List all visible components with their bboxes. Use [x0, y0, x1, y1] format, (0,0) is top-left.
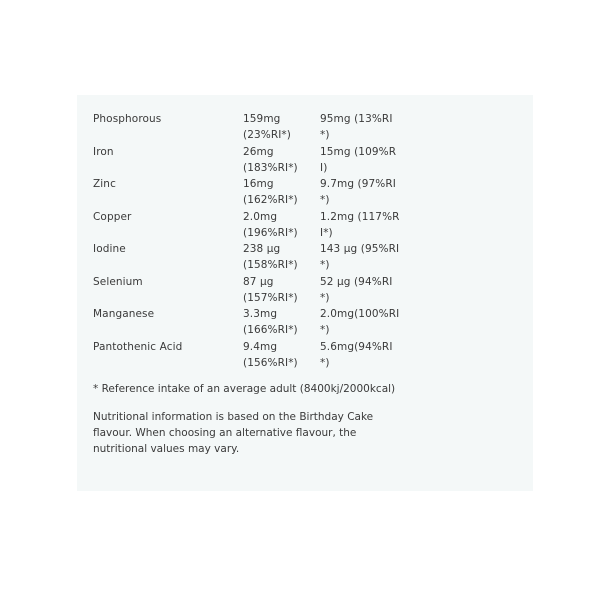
- nutrient-row: [93, 111, 513, 144]
- nutritional-info-note: Nutritional information is based on the Birthday Cake flavour. When choosing an alternative flavour, the nutritional values may vary.: [93, 411, 374, 455]
- nutrient-per-100g: 1.2mg (117%RI*): [320, 210, 400, 239]
- nutrient-per-100g: 2.0mg(100%RI*): [320, 308, 400, 336]
- nutrient-name: Phosphorous: [93, 113, 162, 125]
- nutrient-per-100g: 15mg (109%RI): [320, 145, 397, 174]
- nutrient-name: Iron: [93, 145, 114, 158]
- nutrient-per-serving: 238 µg (158%RI*): [243, 243, 298, 271]
- nutrition-panel: [77, 95, 533, 491]
- nutrient-row: [93, 144, 513, 177]
- nutrient-row: [93, 339, 513, 372]
- nutrient-row: [93, 274, 513, 307]
- nutrient-row: [93, 176, 513, 209]
- nutrient-per-serving: 26mg (183%RI*): [243, 145, 298, 174]
- nutrient-per-100g: 5.6mg(94%RI*): [320, 340, 393, 369]
- nutrition-table: [93, 111, 513, 371]
- nutrient-per-100g: 9.7mg (97%RI*): [320, 178, 396, 206]
- nutrient-row: [93, 209, 513, 242]
- nutrient-name: Pantothenic Acid: [93, 340, 183, 353]
- nutrient-per-100g: 95mg (13%RI*): [320, 113, 393, 141]
- reference-intake-footnote: * Reference intake of an average adult (8400kj/2000kcal): [93, 383, 396, 395]
- nutrient-per-serving: 2.0mg (196%RI*): [243, 210, 298, 239]
- nutrient-per-100g: 52 µg (94%RI*): [320, 275, 393, 304]
- nutrient-per-serving: 87 µg (157%RI*): [243, 275, 298, 304]
- nutrient-row: [93, 306, 513, 339]
- nutrient-name: Iodine: [93, 243, 126, 255]
- nutrient-per-100g: 143 µg (95%RI*): [320, 243, 400, 271]
- nutrient-per-serving: 3.3mg (166%RI*): [243, 308, 298, 336]
- nutrient-per-serving: 16mg (162%RI*): [243, 178, 298, 206]
- nutrient-name: Zinc: [93, 178, 116, 190]
- nutrient-per-serving: 9.4mg (156%RI*): [243, 340, 298, 369]
- nutrient-row: [93, 241, 513, 274]
- nutrient-per-serving: 159mg (23%RI*): [243, 113, 291, 141]
- nutrient-name: Copper: [93, 210, 132, 223]
- nutrient-name: Selenium: [93, 275, 143, 288]
- nutrient-name: Manganese: [93, 308, 155, 320]
